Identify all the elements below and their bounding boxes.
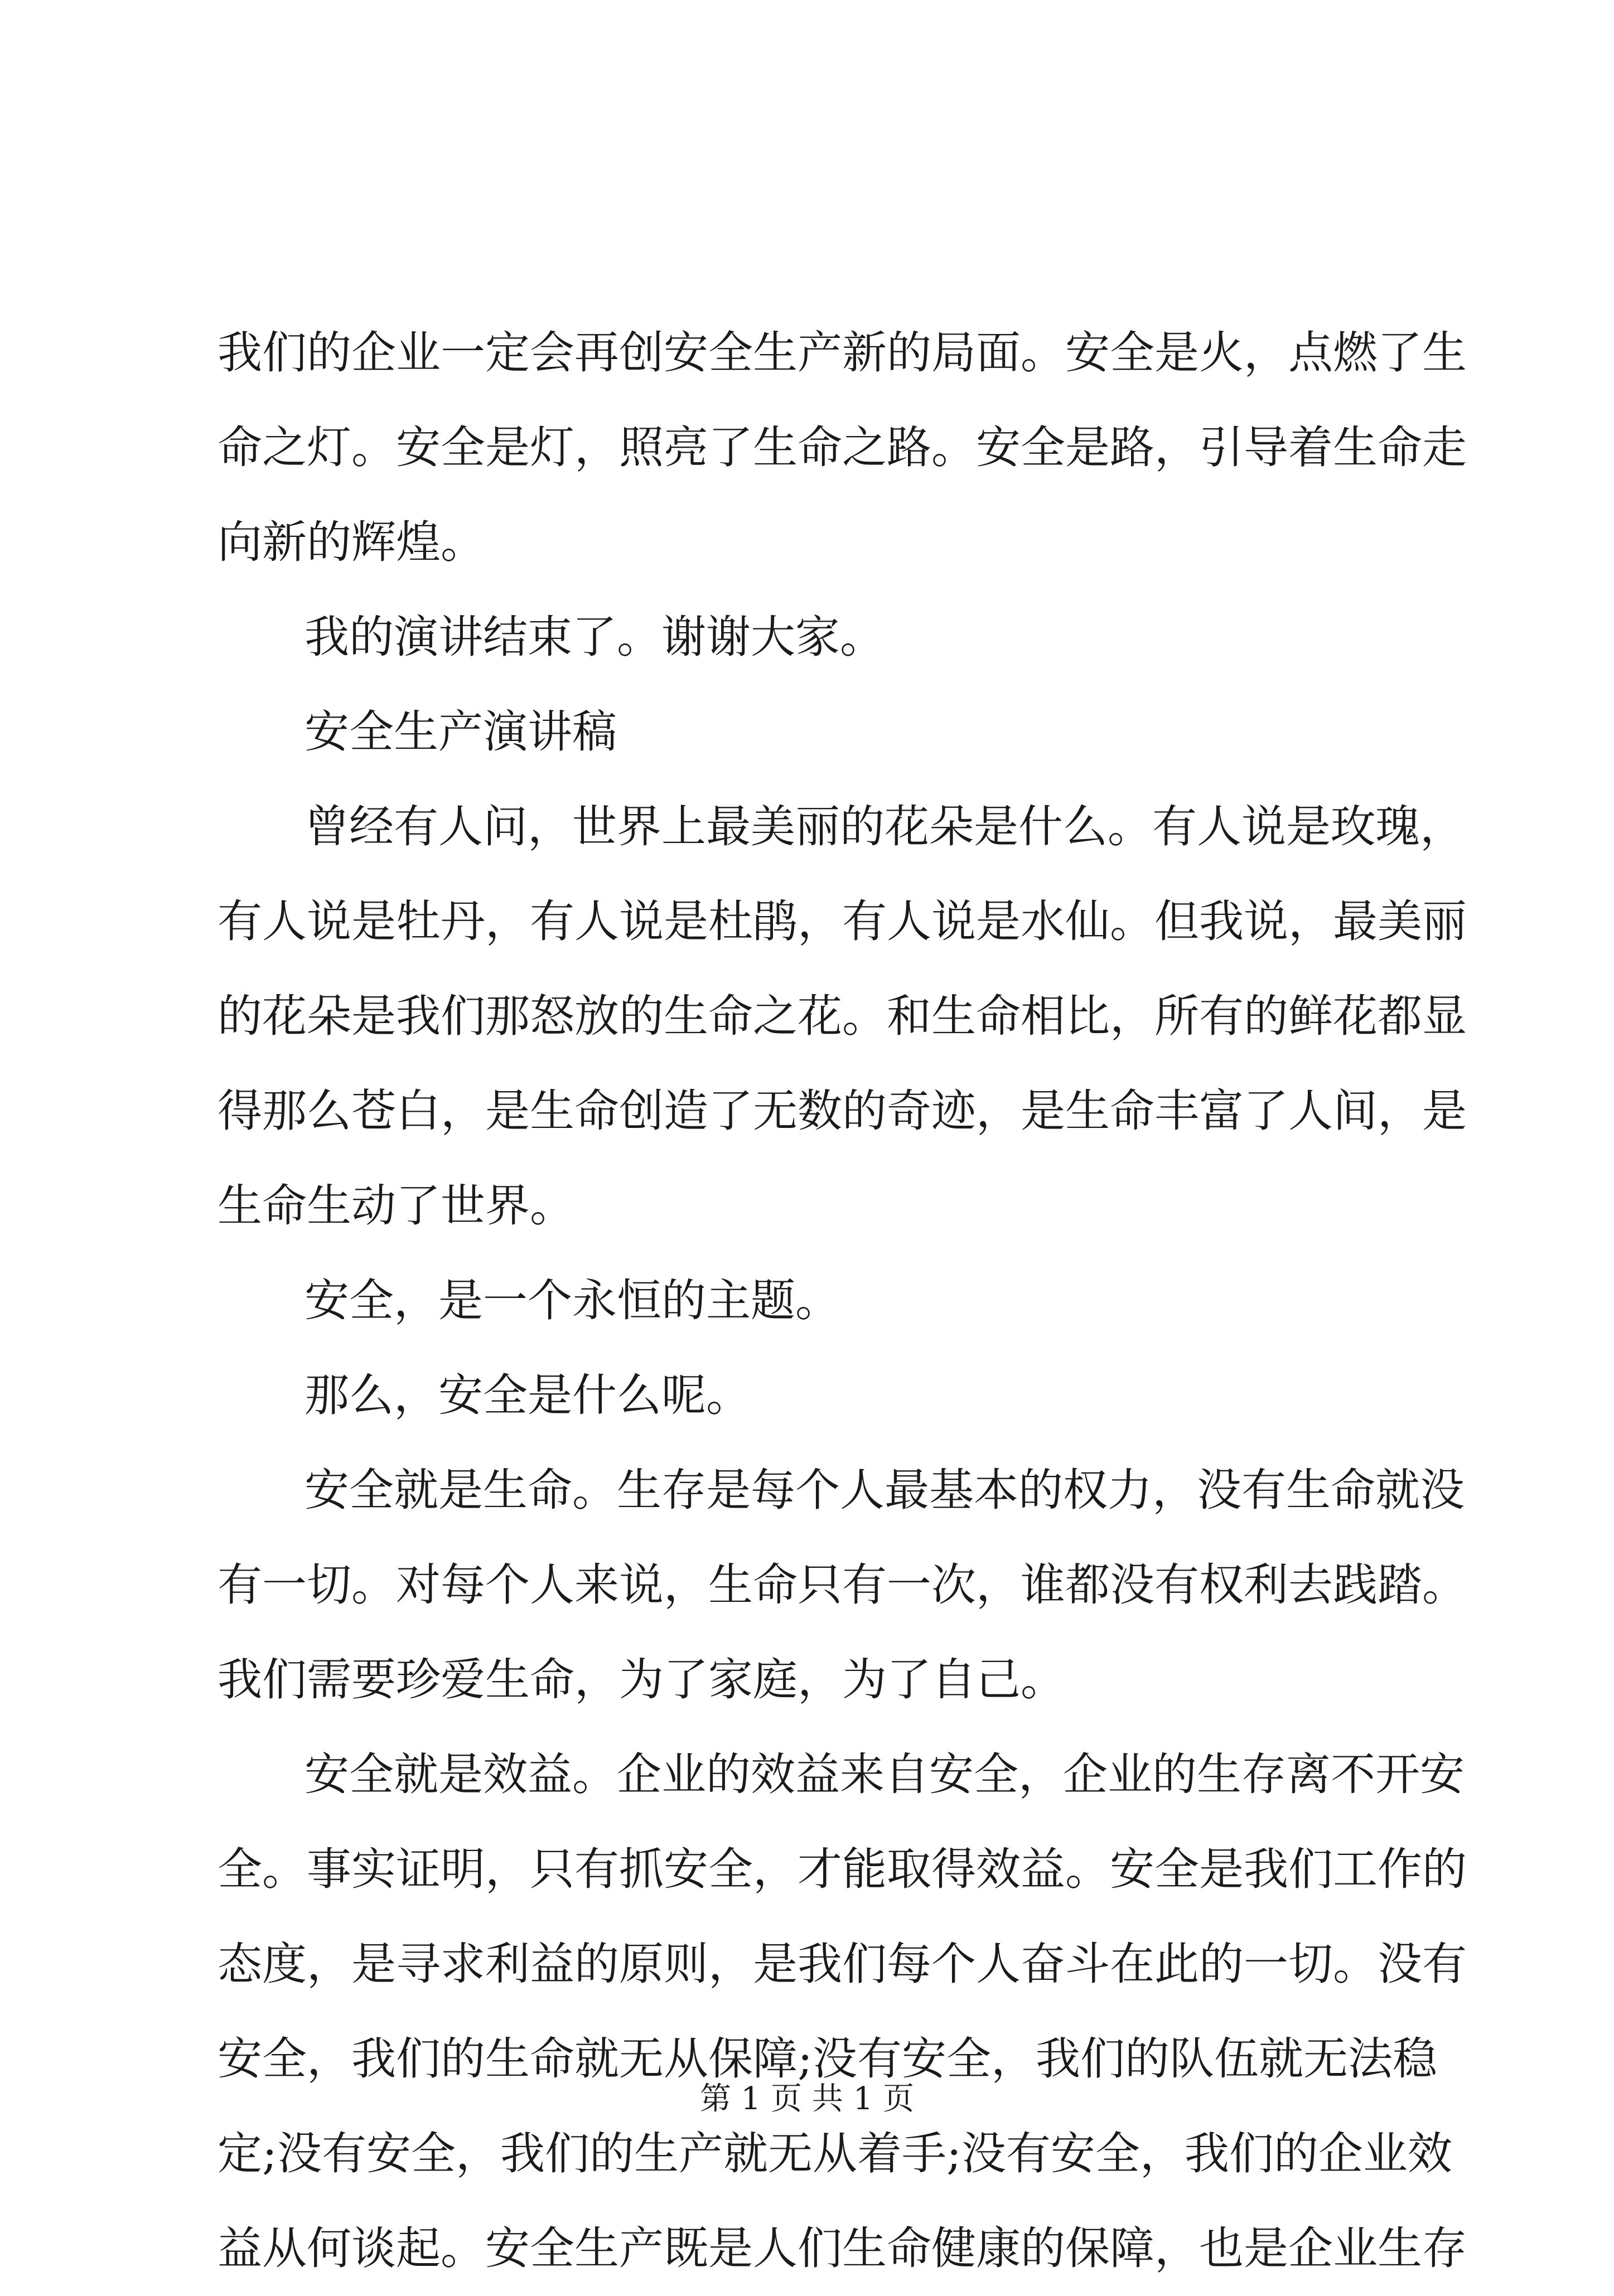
text-line: 的花朵是我们那怒放的生命之花。和生命相比，所有的鲜花都显 (218, 990, 1467, 1042)
text-line: 命之灯。安全是灯，照亮了生命之路。安全是路，引导着生命走 (218, 422, 1467, 473)
text-line: 向新的辉煌。 (218, 516, 485, 568)
text-line: 生命生动了世界。 (218, 1180, 574, 1232)
text-line: 安全，是一个永恒的主题。 (305, 1275, 840, 1326)
text-line: 全。事实证明，只有抓安全，才能取得效益。安全是我们工作的 (218, 1843, 1467, 1895)
text-line: 定;没有安全，我们的生产就无从着手;没有安全，我们的企业效 (218, 2128, 1452, 2179)
text-line: 安全，我们的生命就无从保障;没有安全，我们的队伍就无法稳 (218, 2033, 1437, 2085)
text-line: 态度，是寻求利益的原则，是我们每个人奋斗在此的一切。没有 (218, 1938, 1467, 1990)
text-line: 我们的企业一定会再创安全生产新的局面。安全是火，点燃了生 (218, 327, 1467, 379)
text-line: 那么，安全是什么呢。 (305, 1369, 751, 1421)
text-line: 安全生产演讲稿 (305, 706, 617, 758)
text-line: 安全就是效益。企业的效益来自安全，企业的生存离不开安 (305, 1748, 1465, 1800)
text-line: 我的演讲结束了。谢谢大家。 (305, 611, 885, 663)
text-line: 益从何谈起。安全生产既是人们生命健康的保障，也是企业生存 (218, 2222, 1467, 2274)
text-line: 安全就是生命。生存是每个人最基本的权力，没有生命就没 (305, 1464, 1465, 1516)
text-line: 有人说是牡丹，有人说是杜鹃，有人说是水仙。但我说，最美丽 (218, 895, 1467, 947)
page-footer: 第 1 页 共 1 页 (699, 2081, 915, 2117)
document-body (218, 306, 1467, 2296)
text-line: 曾经有人问，世界上最美丽的花朵是什么。有人说是玫瑰， (305, 801, 1465, 852)
text-line: 得那么苍白，是生命创造了无数的奇迹，是生命丰富了人间，是 (218, 1085, 1467, 1137)
text-line: 我们需要珍爱生命，为了家庭，为了自己。 (218, 1654, 1065, 1706)
text-line: 有一切。对每个人来说，生命只有一次，谁都没有权利去践踏。 (218, 1559, 1467, 1611)
